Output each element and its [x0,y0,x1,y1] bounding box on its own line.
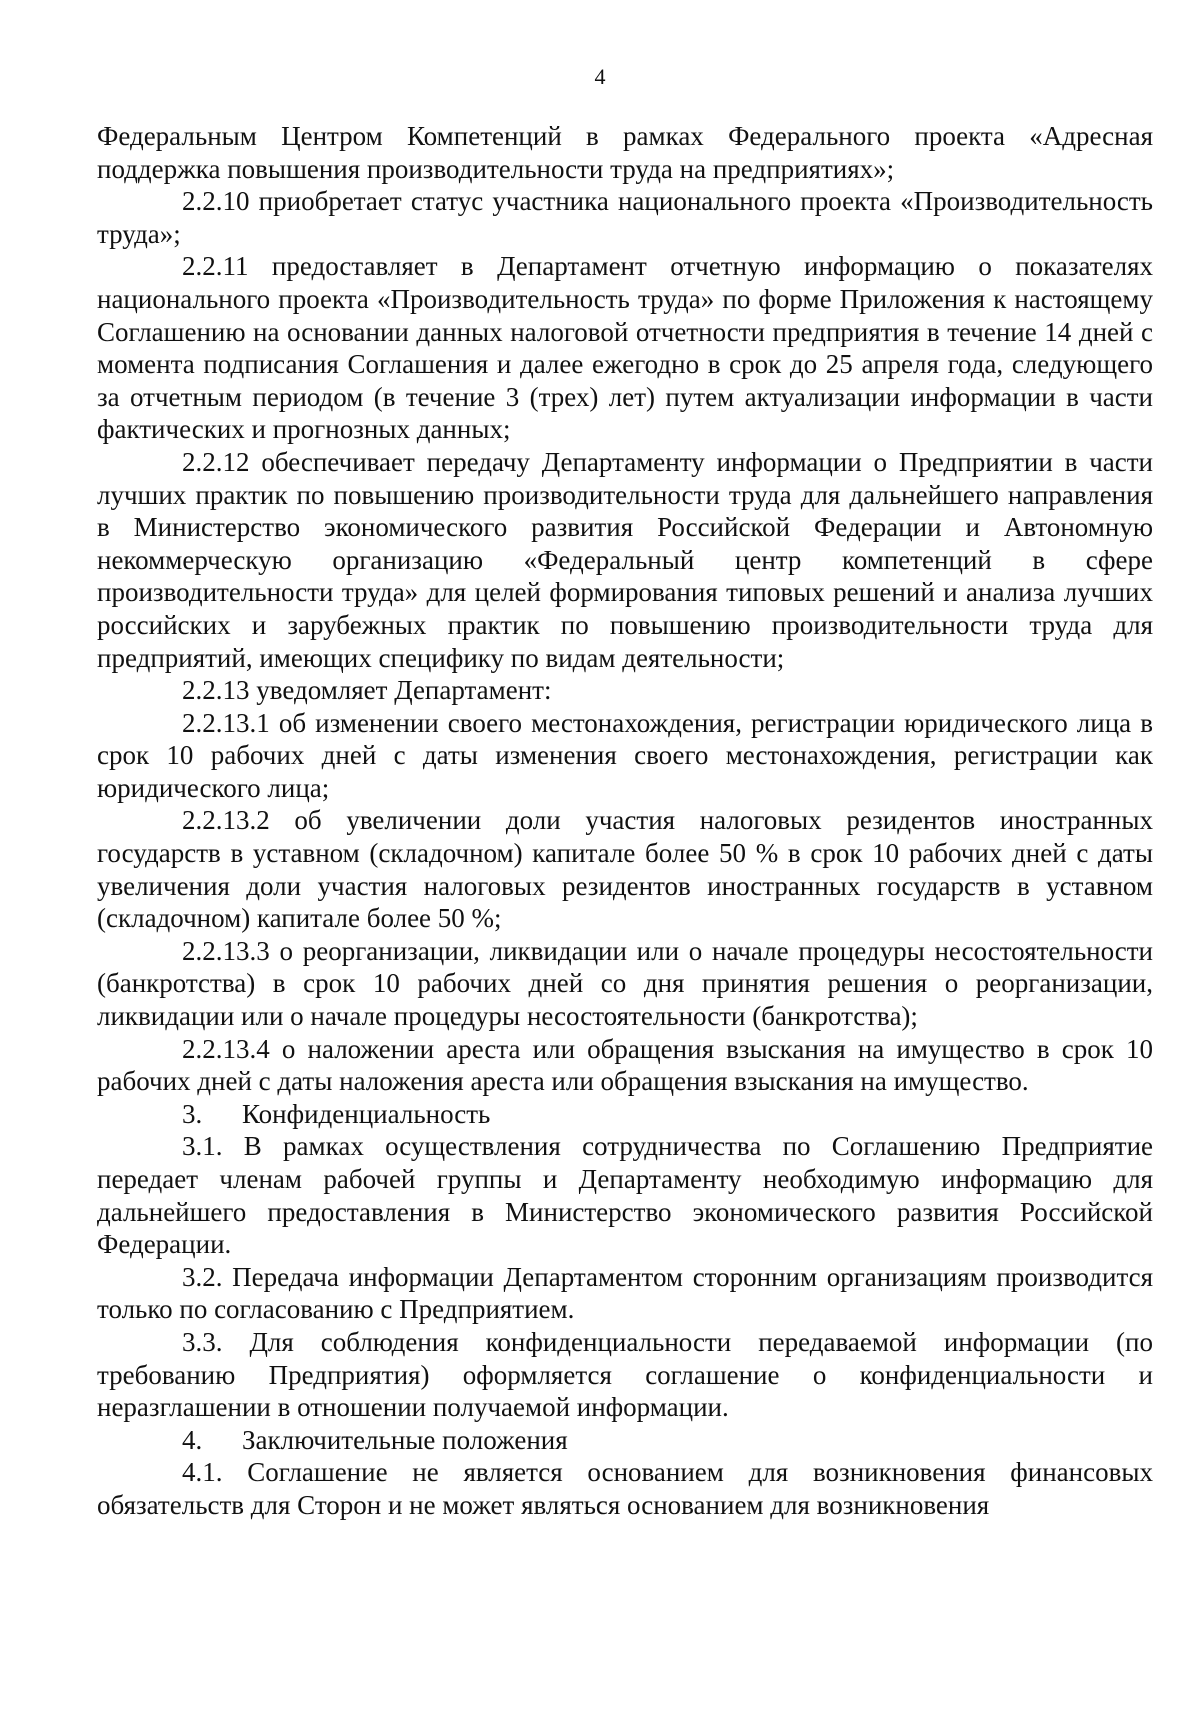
page-number: 4 [594,64,606,89]
section-title: Заключительные положения [242,1424,568,1455]
section-number: 4. [182,1424,203,1455]
paragraph-2-2-13-3: 2.2.13.3 о реорганизации, ликвидации или о начале процедуры несостоятельности (банкротства) в срок 10 рабочих дней со дня принятия решения о реорганизации, ликвидации или о начале процедуры несостоятельности (банкротства); [97,935,1153,1032]
paragraph-2-2-11: 2.2.11 предоставляет в Департамент отчетную информацию о показателях национального проекта «Производительность труда» по форме Приложения к настоящему Соглашению на основании данных налоговой отчетности предприятия в течение 14 дней с момента подписания Соглашения и далее ежегодно в срок до 25 апреля года, следующего за отчетным периодом (в течение 3 (трех) лет) путем актуализации информации в части фактических и прогнозных данных; [97,251,1153,445]
section-title: Конфиденциальность [242,1098,491,1129]
paragraph-2-2-13-4: 2.2.13.4 о наложении ареста или обращения взыскания на имущество в срок 10 рабочих дней с даты наложения ареста или обращения взыскания на имущество. [97,1033,1153,1097]
section-heading-4 [97,1424,1153,1457]
section-heading-3 [97,1098,1153,1131]
section-number: 3. [182,1098,203,1129]
paragraph-3-2: 3.2. Передача информации Департаментом сторонним организациям производится только по согласованию с Предприятием. [97,1261,1153,1325]
paragraph-2-2-10: 2.2.10 приобретает статус участника национального проекта «Производительность труда»; [97,186,1153,249]
paragraph-2-2-12: 2.2.12 обеспечивает передачу Департаменту информации о Предприятии в части лучших практик по повышению производительности труда для дальнейшего направления в Министерство экономического развития Российской Федерации и Автономную некоммерческую организацию «Федеральный центр компетенций в сфере производительности труда» для целей формирования типовых решений и анализа лучших российских и зарубежных практик по повышению производительности труда для предприятий, имеющих специфику по видам деятельности; [97,446,1153,673]
paragraph-2-2-13: 2.2.13 уведомляет Департамент: [182,675,552,706]
paragraph-3-3: 3.3. Для соблюдения конфиденциальности передаваемой информации (по требованию Предприятия) оформляется соглашение о конфиденциальности и неразглашении в отношении получаемой информации. [97,1326,1153,1423]
paragraph-2-2-13-2: 2.2.13.2 об увеличении доли участия налоговых резидентов иностранных государств в уставном (складочном) капитале более 50 % в срок 10 рабочих дней с даты увеличения доли участия налоговых резидентов иностранных государств в уставном (складочном) капитале более 50 %; [97,805,1153,934]
paragraph-continuation: Федеральным Центром Компетенций в рамках Федерального проекта «Адресная поддержка повышения производительности труда на предприятиях»; [97,121,1153,184]
paragraph-2-2-13-1: 2.2.13.1 об изменении своего местонахождения, регистрации юридического лица в срок 10 рабочих дней с даты изменения своего местонахождения, регистрации как юридического лица; [97,707,1153,803]
paragraph-4-1: 4.1. Соглашение не является основанием для возникновения финансовых обязательств для Сторон и не может являться основанием для возникновения [97,1457,1153,1520]
document-body [97,120,1153,1522]
paragraph-3-1: 3.1. В рамках осуществления сотрудничества по Соглашению Предприятие передает членам рабочей группы и Департаменту необходимую информацию для дальнейшего предоставления в Министерство экономического развития Российской Федерации. [97,1131,1153,1260]
